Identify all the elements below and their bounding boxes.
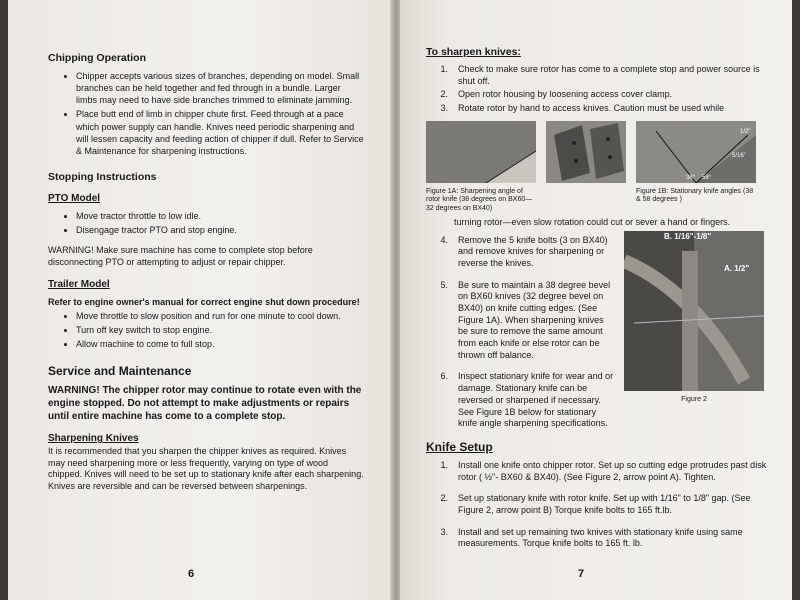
list-item: 6. Inspect stationary knife for wear and or damage. Stationary knife can be reversed or sharpened if necessary. See Figure 1B below for stationary knife angle sharpening specifications.: [440, 371, 614, 429]
chipping-list: [48, 70, 364, 157]
list-item: • Allow machine to come to full stop.: [76, 338, 364, 350]
continuation-text: turning rotor—even slow rotation could cut or sever a hand or fingers.: [454, 216, 731, 227]
list-item: 3. Rotate rotor by hand to access knives. Caution must be used while: [440, 103, 725, 114]
steps-with-figure2: [426, 217, 774, 432]
sharpen-steps-mid: [426, 235, 616, 430]
fig1b-label: 5/16": [732, 152, 746, 159]
setup-steps: [426, 460, 774, 550]
knives-photo: [546, 121, 626, 183]
figure-2-caption: Figure 2: [681, 395, 707, 403]
figure-1b-image: [636, 121, 756, 183]
list-item: 5. Be sure to maintain a 38 degree bevel on BX60 knives (32 degree bevel on BX40) on knife cutting edges. (See Figure 1A). When sharpening knives be sure to remove the same amount from each knife or else rotor can be thrown off balance.: [440, 279, 611, 360]
figure-1a-caption: Figure 1A: Sharpening angle of rotor knife (38 degrees on BX60— 32 degrees on BX40): [426, 187, 533, 212]
list-item: 2. Set up stationary knife with rotor knife. Set up with 1/16" to 1/8" gap. (See Figure 2, arrow point B) Torque knife bolts to 165 ft.lb.: [440, 493, 751, 515]
trailer-list: [48, 310, 364, 350]
sharpening-knives-heading: Sharpening Knives: [48, 433, 139, 445]
service-maintenance-heading: Service and Maintenance: [48, 364, 192, 379]
list-item: • Disengage tractor PTO and stop engine.: [76, 224, 364, 236]
list-item: 3. Install and set up remaining two knives with stationary knife using same measurements. Torque knife bolts to 165 ft. lb.: [440, 526, 743, 549]
figure-1a: [426, 121, 536, 213]
list-item: 1. Check to make sure rotor has come to a complete stop and power source is shut off.: [440, 64, 760, 86]
chipping-operation-heading: Chipping Operation: [48, 52, 146, 64]
page-number-left: 6: [188, 568, 195, 580]
pto-warning: WARNING! Make sure machine has come to complete stop before disconnecting PTO or attempting to adjust or repair chipper.: [48, 245, 313, 268]
fig1b-label: 1/2": [740, 128, 751, 135]
knife-setup-heading: Knife Setup: [426, 439, 493, 454]
fig2-label-b: B. 1/16"-1/8": [664, 231, 712, 241]
sharpening-text: It is recommended that you sharpen the chipper knives as required. Knives may need sharpening more or less frequently, varying on type of wood chipped. Knives will need to be set up to stationary knife after each sharpening. Knives are reversible and can be reversed between sharpenings.: [48, 446, 364, 492]
figure-1b-caption: Figure 1B: Stationary knife angles (38 & 58 degrees ): [636, 187, 754, 204]
trailer-intro: Refer to engine owner's manual for correct engine shut down procedure!: [48, 296, 360, 307]
page-number-right: 7: [578, 568, 585, 580]
list-item: • Move tractor throttle to low idle.: [76, 210, 364, 222]
list-item: 1. Install one knife onto chipper rotor. Set up so cutting edge protrudes past disk rotor ( ½"- BX60 & BX40). (See Figure 2, arrow point A). Tighten.: [440, 459, 767, 482]
stopping-instructions-heading: Stopping Instructions: [48, 170, 157, 183]
service-warning: WARNING! The chipper rotor may continue to rotate even with the engine stopped. Do not attempt to make adjustments or repairs until entire machine has come to a complete stop.: [48, 385, 362, 423]
list-item: 4. Remove the 5 knife bolts (3 on BX40) and remove knives for sharpening or reverse the knives.: [440, 234, 608, 268]
fig2-label-a: A. 1/2": [724, 263, 750, 273]
list-item: • Chipper accepts various sizes of branches, depending on model. Small branches can be held together and fed through in a bundle. Larger limbs may need to have side branches trimmed to eliminate jamming.: [76, 70, 364, 106]
figures-row: [426, 121, 774, 213]
list-item: • Turn off key switch to stop engine.: [76, 324, 364, 336]
list-item: • Move throttle to slow position and run for one minute to cool down.: [76, 310, 364, 322]
figure-knives: [546, 121, 626, 213]
figure-1a-image: [426, 121, 536, 183]
fig1b-label: 38°: [686, 174, 696, 181]
list-item: 2. Open rotor housing by loosening access cover clamp.: [440, 89, 673, 100]
pto-list: [48, 210, 364, 236]
pto-model-heading: PTO Model: [48, 192, 101, 204]
figure-2: [624, 231, 764, 432]
sharpen-steps-top: [426, 64, 774, 115]
sharpen-knives-heading: To sharpen knives:: [426, 46, 521, 58]
left-page: [8, 0, 392, 600]
figure-1b: [636, 121, 756, 213]
trailer-model-heading: Trailer Model: [48, 278, 110, 290]
fig1b-label: 58°: [702, 174, 712, 181]
right-page: [400, 0, 792, 600]
figure-2-image: [624, 231, 764, 391]
list-item: • Place butt end of limb in chipper chute first. Feed through at a pace which power supply can handle. Knives need periodic sharpening and will lessen capacity and feeding action of chipper if dull. Refer to Service & Maintenance for sharpening instructions.: [76, 108, 364, 157]
